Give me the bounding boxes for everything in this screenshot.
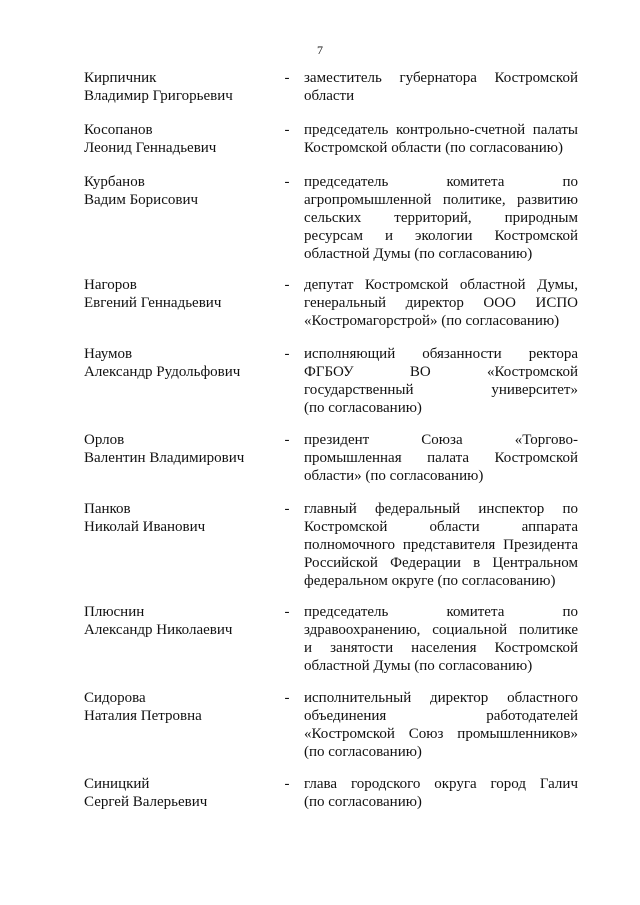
member-given-names: Вадим Борисович [84,192,199,208]
member-given-names: Александр Рудольфович [84,364,241,380]
member-surname: Курбанов [84,174,145,190]
position-line: исполняющий обязанности ректора [304,346,578,362]
member-surname: Синицкий [84,776,150,792]
member-given-names: Евгений Геннадьевич [84,295,222,311]
member-given-names: Леонид Геннадьевич [84,140,217,156]
member-name [84,689,284,725]
position-line: (по согласованию) [304,744,422,760]
member-given-names: Александр Николаевич [84,622,233,638]
position-line: президент Союза «Торгово- [304,432,578,448]
position-line: главный федеральный инспектор по [304,501,578,517]
member-surname: Нагоров [84,277,137,293]
member-name [84,276,284,312]
member-name [84,775,284,811]
member-surname: Кирпичник [84,70,157,86]
member-position [304,603,578,675]
position-line: глава городского округа город Галич [304,776,578,792]
member-position [304,500,578,590]
member-name [84,500,284,536]
position-line: «Костромагорстрой» (по согласованию) [304,313,560,329]
member-position [304,276,578,330]
position-line: заместитель губернатора Костромской [304,70,578,86]
member-name [84,345,284,381]
member-name [84,603,284,639]
member-surname: Сидорова [84,690,146,706]
member-given-names: Сергей Валерьевич [84,794,208,810]
position-line: Костромской области аппарата [304,519,578,535]
member-surname: Плюснин [84,604,145,620]
member-name [84,173,284,209]
position-line: председатель контрольно-счетной палаты [304,122,578,138]
member-position [304,775,578,811]
member-position [304,173,578,263]
member-given-names: Валентин Владимирович [84,450,245,466]
separator-dash: - [284,70,290,86]
member-position [304,689,578,761]
position-line: сельских территорий, природным [304,210,578,226]
member-position [304,69,578,105]
position-line: ресурсам и экологии Костромской [304,228,578,244]
position-line: председатель комитета по [304,604,578,620]
member-surname: Наумов [84,346,133,362]
separator-dash: - [284,346,290,362]
position-line: и занятости населения Костромской [304,640,578,656]
position-line: ФГБОУ ВО «Костромской [304,364,578,380]
member-name [84,69,284,105]
position-line: области [304,88,355,104]
position-line: депутат Костромской областной Думы, [304,277,578,293]
member-surname: Орлов [84,432,125,448]
member-name [84,121,284,157]
separator-dash: - [284,277,290,293]
position-line: исполнительный директор областного [304,690,578,706]
position-line: агропромышленной политике, развитию [304,192,578,208]
separator-dash: - [284,174,290,190]
position-line: областной Думы (по согласованию) [304,246,533,262]
separator-dash: - [284,122,290,138]
member-name [84,431,284,467]
member-given-names: Николай Иванович [84,519,206,535]
member-position [304,345,578,417]
member-surname: Косопанов [84,122,153,138]
position-line: генеральный директор ООО ИСПО [304,295,578,311]
position-line: государственный университет» [304,382,578,398]
position-line: (по согласованию) [304,400,422,416]
separator-dash: - [284,690,290,706]
position-line: полномочного представителя Президента [304,537,578,553]
position-line: области» (по согласованию) [304,468,484,484]
separator-dash: - [284,776,290,792]
member-given-names: Владимир Григорьевич [84,88,233,104]
position-line: промышленная палата Костромской [304,450,578,466]
position-line: федеральном округе (по согласованию) [304,573,556,589]
member-position [304,431,578,485]
position-line: (по согласованию) [304,794,422,810]
member-position [304,121,578,157]
member-given-names: Наталия Петровна [84,708,202,724]
separator-dash: - [284,604,290,620]
position-line: Костромской области (по согласованию) [304,140,564,156]
page-number: 7 [317,43,323,57]
position-line: объединения работодателей [304,708,578,724]
separator-dash: - [284,432,290,448]
member-surname: Панков [84,501,131,517]
position-line: «Костромской Союз промышленников» [304,726,578,742]
separator-dash: - [284,501,290,517]
position-line: здравоохранению, социальной политике [304,622,578,638]
position-line: Российской Федерации в Центральном [304,555,578,571]
position-line: председатель комитета по [304,174,578,190]
position-line: областной Думы (по согласованию) [304,658,533,674]
